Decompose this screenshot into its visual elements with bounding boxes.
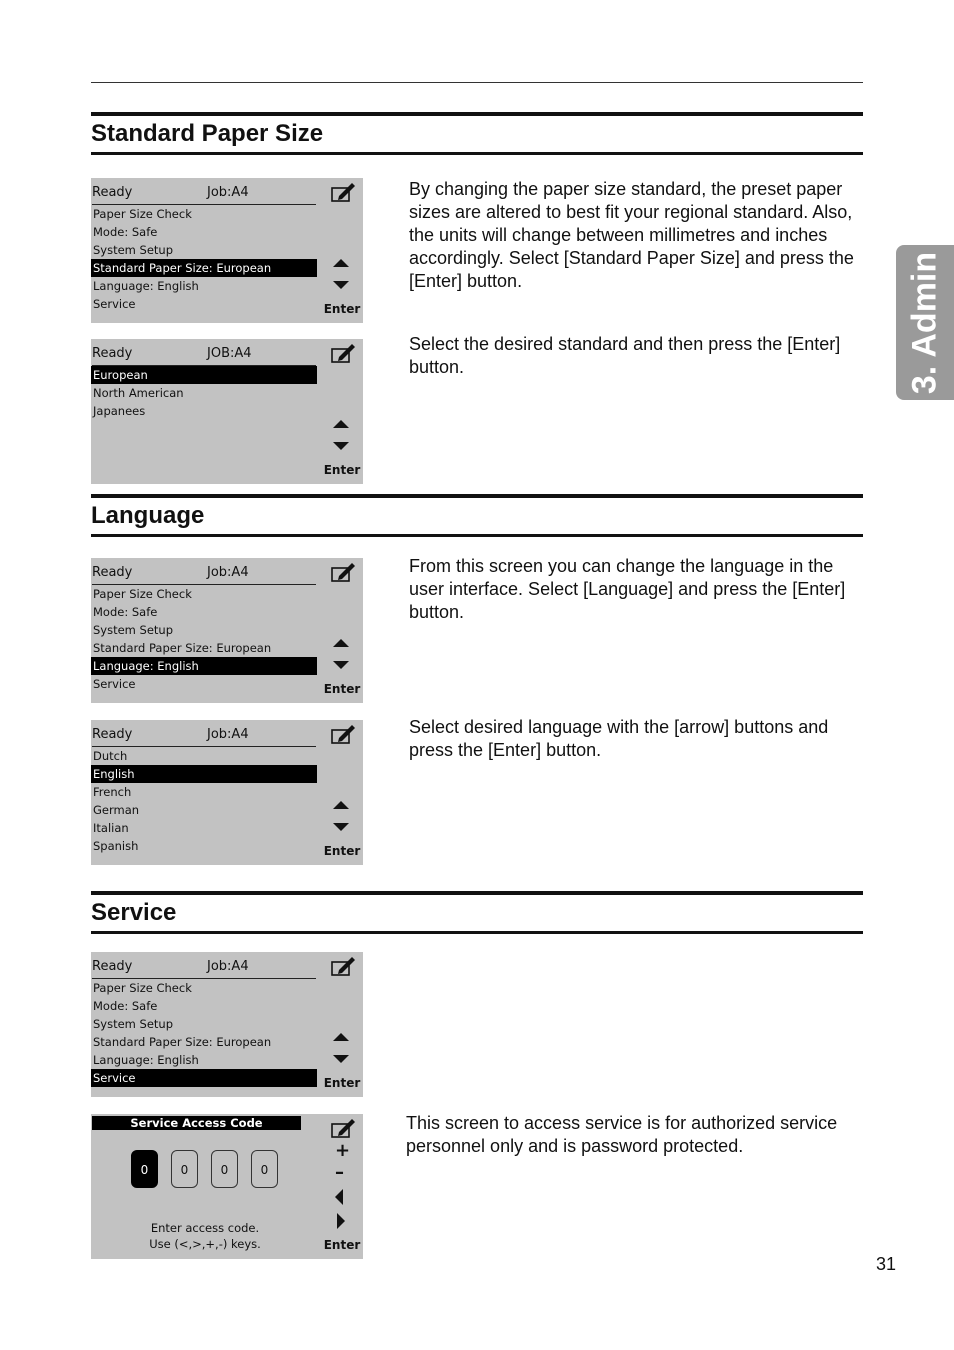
lcd-menu-list — [91, 585, 317, 693]
enter-label: Enter — [323, 463, 361, 477]
up-arrow-icon — [333, 639, 349, 647]
pen-icon — [330, 1117, 356, 1139]
section-header-language — [91, 494, 863, 537]
lcd-menu-item: Language: English — [93, 1053, 199, 1067]
lcd-menu-list — [91, 366, 317, 420]
lcd-menu-item: European — [91, 366, 317, 384]
lcd-menu-item: Mode: Safe — [93, 605, 158, 619]
down-arrow-icon — [333, 661, 349, 669]
lcd-controls — [321, 720, 363, 865]
service-code-hint — [91, 1220, 319, 1252]
lcd-menu-item: Service — [93, 297, 136, 311]
lcd-screen-language-options — [91, 720, 363, 865]
top-rule — [91, 82, 863, 83]
lcd-menu-item: Dutch — [93, 749, 128, 763]
down-arrow-icon — [333, 281, 349, 289]
paragraph: From this screen you can change the language in the user interface. Select [Language] and press the [Enter] button. — [409, 556, 846, 622]
status-job: Job:A4 — [207, 727, 249, 742]
status-ready: Ready — [92, 727, 133, 742]
lcd-status-bar — [92, 562, 316, 585]
enter-label: Enter — [323, 682, 361, 696]
enter-label: Enter — [323, 1238, 361, 1252]
up-arrow-icon — [333, 801, 349, 809]
paragraph: Select desired language with the [arrow] buttons and press the [Enter] button. — [409, 717, 829, 760]
lcd-menu-list — [91, 747, 317, 855]
down-arrow-icon — [333, 1055, 349, 1063]
page-number: 31 — [876, 1254, 897, 1274]
enter-label: Enter — [323, 1076, 361, 1090]
minus-icon: – — [335, 1162, 344, 1183]
pen-icon — [330, 561, 356, 583]
section-title: Language — [91, 502, 205, 529]
lcd-menu-item: Service — [91, 1069, 317, 1087]
status-ready: Ready — [92, 959, 133, 974]
section-header-service — [91, 891, 863, 934]
lcd-menu-item: Italian — [93, 821, 129, 835]
lcd-controls — [321, 339, 363, 484]
section-title: Service — [91, 899, 177, 926]
lcd-menu-item: Japanees — [93, 404, 146, 418]
chapter-tab — [896, 245, 954, 400]
chapter-tab-label: 3. Admin — [905, 251, 944, 394]
code-digit: 0 — [131, 1150, 158, 1188]
lcd-status-bar — [92, 182, 316, 205]
paragraph: Select the desired standard and then press the [Enter] button. — [409, 334, 841, 377]
lcd-menu-list — [91, 205, 317, 313]
code-digit: 0 — [171, 1150, 198, 1188]
up-arrow-icon — [333, 420, 349, 428]
section-title: Standard Paper Size — [91, 120, 324, 147]
lcd-screen-menu-service — [91, 952, 363, 1097]
pen-icon — [330, 955, 356, 977]
lcd-controls — [321, 952, 363, 1097]
lcd-menu-item: German — [93, 803, 140, 817]
left-arrow-icon — [335, 1189, 343, 1205]
down-arrow-icon — [333, 442, 349, 450]
hint-line: Enter access code. — [150, 1221, 260, 1235]
lcd-status-bar — [92, 956, 316, 979]
status-job: Job:A4 — [207, 565, 249, 580]
status-ready: Ready — [92, 185, 133, 200]
lcd-screen-service-code — [91, 1114, 363, 1259]
section-header-paper-size — [91, 112, 863, 155]
lcd-menu-item: Mode: Safe — [93, 225, 158, 239]
lcd-menu-item: Language: English — [91, 657, 317, 675]
lcd-menu-item: North American — [93, 386, 184, 400]
lcd-menu-item: Service — [93, 677, 136, 691]
plus-icon: + — [335, 1140, 351, 1161]
status-ready: Ready — [92, 565, 133, 580]
up-arrow-icon — [333, 259, 349, 267]
enter-label: Enter — [323, 302, 361, 316]
lcd-status-bar — [92, 343, 316, 366]
lcd-screen-paper-options — [91, 339, 363, 484]
status-job: Job:A4 — [207, 959, 249, 974]
lcd-menu-item: English — [91, 765, 317, 783]
lcd-menu-list — [91, 979, 317, 1087]
status-ready: Ready — [92, 346, 133, 361]
lcd-menu-item: Language: English — [93, 279, 199, 293]
lcd-menu-item: Spanish — [93, 839, 139, 853]
up-arrow-icon — [333, 1033, 349, 1041]
lcd-controls — [321, 1114, 363, 1259]
pen-icon — [330, 723, 356, 745]
lcd-menu-item: Paper Size Check — [93, 587, 192, 601]
lcd-menu-item: French — [93, 785, 132, 799]
lcd-menu-item: Standard Paper Size: European — [91, 259, 317, 277]
pen-icon — [330, 342, 356, 364]
lcd-status-bar — [92, 724, 316, 747]
enter-label: Enter — [323, 844, 361, 858]
lcd-menu-item: System Setup — [93, 623, 174, 637]
paragraph: By changing the paper size standard, the preset paper sizes are altered to best fit your regional standard. Also, the units will change between millimetres and inches accordingly. Select [Standard Paper Size] and press the [Enter] button. — [409, 179, 854, 291]
lcd-menu-item: System Setup — [93, 1017, 174, 1031]
lcd-controls — [321, 178, 363, 323]
code-digit: 0 — [211, 1150, 238, 1188]
down-arrow-icon — [333, 823, 349, 831]
right-arrow-icon — [337, 1213, 345, 1229]
lcd-menu-item: Standard Paper Size: European — [93, 1035, 272, 1049]
status-job: JOB:A4 — [207, 346, 252, 361]
code-digit: 0 — [251, 1150, 278, 1188]
lcd-screen-menu-language — [91, 558, 363, 703]
lcd-menu-item: Paper Size Check — [93, 207, 192, 221]
lcd-menu-item: System Setup — [93, 243, 174, 257]
lcd-menu-item: Standard Paper Size: European — [93, 641, 272, 655]
service-code-title: Service Access Code — [92, 1116, 301, 1130]
lcd-menu-item: Mode: Safe — [93, 999, 158, 1013]
lcd-screen-menu-paper — [91, 178, 363, 323]
hint-line: Use (<,>,+,-) keys. — [149, 1237, 261, 1251]
lcd-menu-item: Paper Size Check — [93, 981, 192, 995]
paragraph: This screen to access service is for authorized service personnel only and is password protected. — [406, 1113, 838, 1156]
status-job: Job:A4 — [207, 185, 249, 200]
pen-icon — [330, 181, 356, 203]
lcd-controls — [321, 558, 363, 703]
